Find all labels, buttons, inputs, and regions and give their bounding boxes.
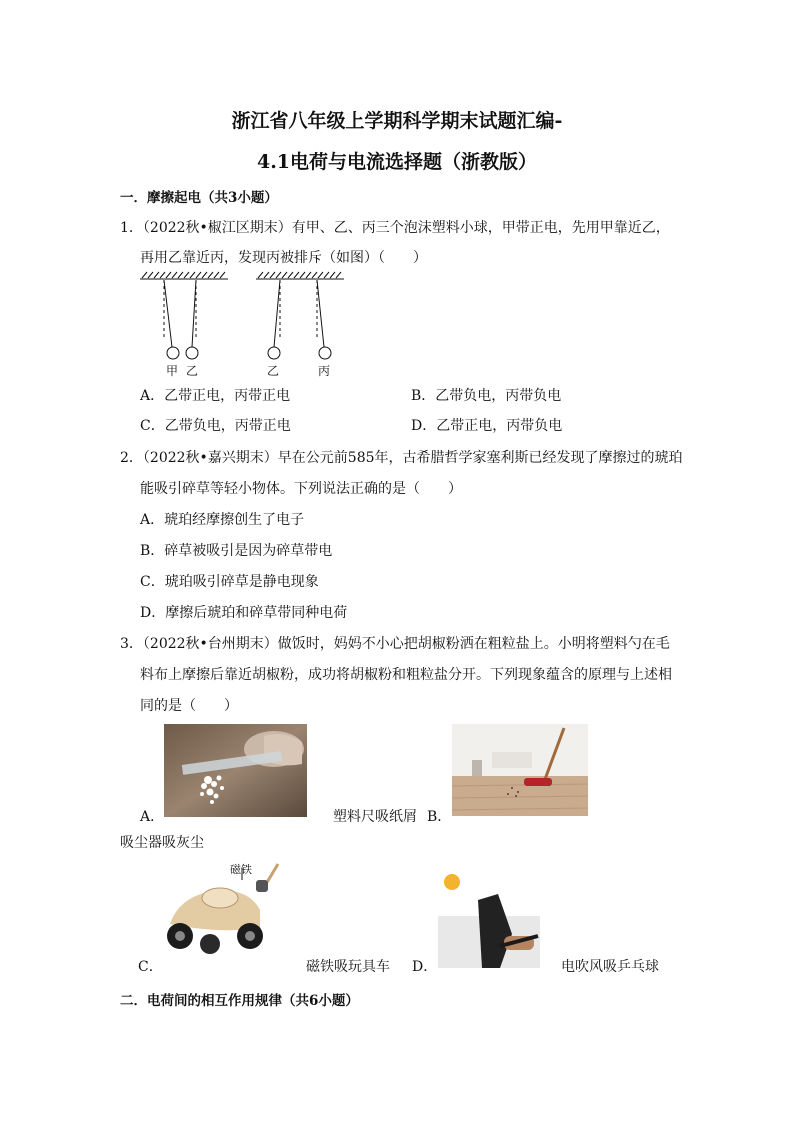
q2-option-a[interactable]: A．琥珀经摩擦创生了电子 [140, 512, 305, 528]
magnet-label: 磁铁 [230, 863, 252, 876]
section-heading-1: 一．摩擦起电（共3小题） [120, 190, 278, 206]
hairdryer-ball-photo[interactable] [438, 870, 540, 968]
q3-option-b-letter[interactable]: B． [427, 809, 452, 825]
q3-option-d-caption: 电吹风吸乒乓球 [561, 959, 659, 975]
ball-yi-left [186, 347, 198, 359]
section-heading-2: 二．电荷间的相互作用规律（共6小题） [120, 993, 359, 1009]
q3-stem-line1: 3．（2022秋•台州期末）做饭时，妈妈不小心把胡椒粉洒在粗粒盐上。小明将塑料勺在毛 [120, 636, 670, 652]
q3-option-c-letter[interactable]: C． [138, 959, 163, 975]
q1-option-a[interactable]: A．乙带正电，丙带正电 [140, 388, 291, 404]
q1-option-c[interactable]: C．乙带负电，丙带正电 [140, 418, 291, 434]
q2-stem-line1: 2．（2022秋•嘉兴期末）早在公元前585年，古希腊哲学家塞利斯已经发现了摩擦过的琥珀 [120, 450, 683, 466]
q3-stem-line2: 料布上摩擦后靠近胡椒粉，成功将胡椒粉和粗粒盐分开。下列现象蕴含的原理与上述相 [140, 667, 672, 683]
ball-label-jia: 甲 [166, 364, 179, 378]
ball-label-yi-left: 乙 [186, 364, 199, 378]
q3-stem-line3: 同的是（ ） [140, 698, 238, 714]
page-title: 浙江省八年级上学期科学期末试题汇编- [231, 110, 563, 132]
q3-option-a-caption: 塑料尺吸纸屑 [333, 809, 417, 825]
q3-option-c-caption: 磁铁吸玩具车 [306, 959, 390, 975]
q2-option-b[interactable]: B．碎草被吸引是因为碎草带电 [140, 543, 333, 559]
ball-label-bing: 丙 [318, 364, 331, 378]
q1-option-d[interactable]: D．乙带正电，丙带负电 [411, 418, 563, 434]
magnet-car-photo[interactable] [158, 858, 282, 956]
ceiling-hatch-right [258, 272, 341, 278]
vacuum-photo[interactable] [452, 724, 588, 816]
q1-stem-line1: 1．（2022秋•椒江区期末）有甲、乙、丙三个泡沫塑料小球，甲带正电，先用甲靠近乙， [120, 220, 670, 236]
q2-option-c[interactable]: C．琥珀吸引碎草是静电现象 [140, 574, 319, 590]
ball-label-yi-right: 乙 [267, 364, 280, 378]
q2-option-d[interactable]: D．摩擦后琥珀和碎草带同种电荷 [140, 605, 348, 621]
ball-yi-right [268, 347, 280, 359]
ball-jia [167, 347, 179, 359]
ruler-paper-photo[interactable] [164, 724, 307, 817]
page-subtitle: 4.1电荷与电流选择题（浙教版） [256, 151, 538, 173]
q2-stem-line2: 能吸引碎草等轻小物体。下列说法正确的是（ ） [140, 481, 462, 497]
q3-option-a-letter[interactable]: A． [140, 809, 165, 825]
q1-option-b[interactable]: B．乙带负电，丙带负电 [411, 388, 562, 404]
q3-option-d-letter[interactable]: D． [412, 959, 438, 975]
q1-stem-line2: 再用乙靠近丙，发现丙被排斥（如图）（ ） [140, 250, 427, 266]
q3-option-b-caption: 吸尘器吸灰尘 [120, 835, 204, 851]
ball-bing [319, 347, 331, 359]
ceiling-hatch-left [142, 272, 225, 278]
